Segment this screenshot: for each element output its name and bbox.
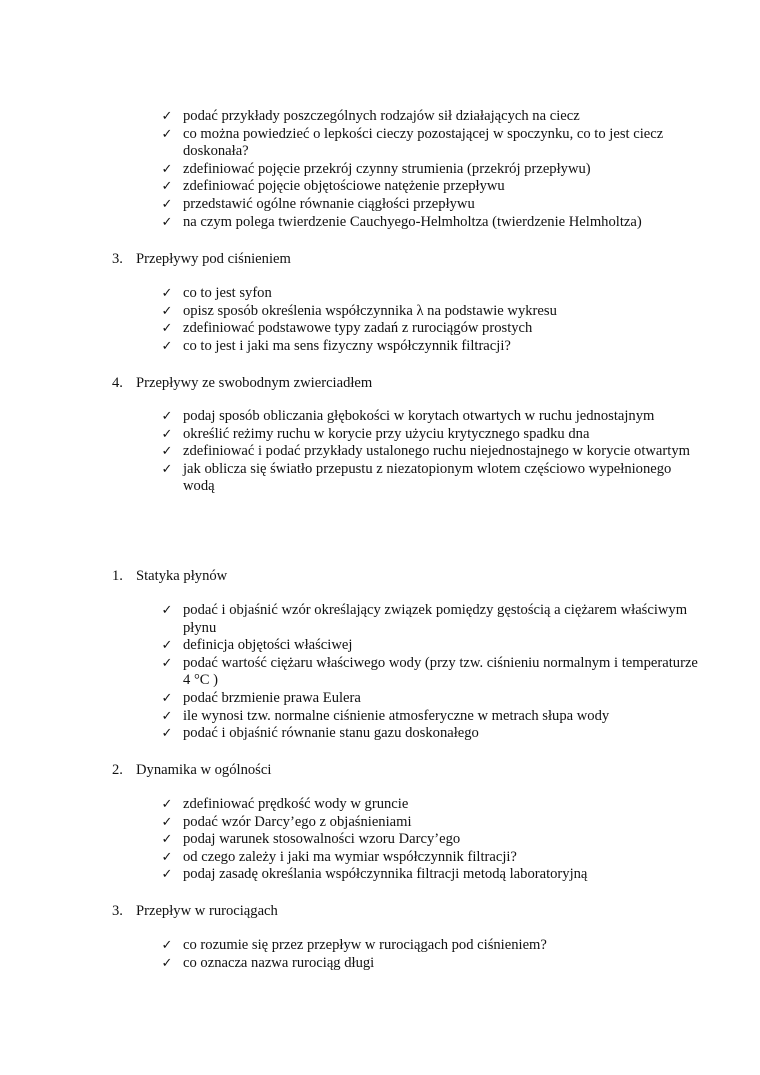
section-number: 4. bbox=[112, 375, 123, 391]
section-number: 2. bbox=[112, 762, 123, 778]
checklist-item-text: przedstawić ogólne równanie ciągłości przepływu bbox=[183, 195, 475, 212]
checklist-item bbox=[0, 796, 760, 814]
check-icon: ✓ bbox=[161, 955, 173, 971]
checklist-item-text: podać i objaśnić wzór określający związek pomiędzy gęstością a ciężarem właściwym płynu bbox=[183, 602, 688, 636]
checklist-2 bbox=[0, 796, 760, 884]
checklist-item bbox=[0, 725, 760, 743]
section-title: Dynamika w ogólności bbox=[136, 762, 272, 778]
check-icon: ✓ bbox=[161, 690, 173, 706]
checklist-item-text: ile wynosi tzw. normalne ciśnienie atmosferyczne w metrach słupa wody bbox=[183, 707, 610, 724]
block-1 bbox=[0, 602, 760, 743]
checklist-item bbox=[0, 637, 760, 655]
check-icon: ✓ bbox=[161, 179, 173, 195]
check-icon: ✓ bbox=[161, 797, 173, 812]
checklist-1 bbox=[0, 602, 760, 743]
section-title: Przepływ w rurociągach bbox=[136, 903, 278, 919]
checklist-item-text: definicja objętości właściwej bbox=[183, 637, 353, 654]
checklist-a bbox=[0, 108, 760, 231]
checklist-item-text: opisz sposób określenia współczynnika λ na podstawie wykresu bbox=[183, 302, 557, 319]
checklist-item bbox=[0, 814, 760, 832]
check-icon: ✓ bbox=[161, 708, 173, 724]
checklist-item bbox=[0, 178, 760, 196]
section-number: 3. bbox=[112, 251, 123, 267]
checklist-item bbox=[0, 338, 760, 356]
checklist-item bbox=[0, 426, 760, 444]
checklist-item bbox=[0, 690, 760, 708]
check-icon: ✓ bbox=[161, 814, 173, 830]
checklist-item-text: zdefiniować prędkość wody w gruncie bbox=[183, 796, 409, 812]
checklist-item-text: co oznacza nazwa rurociąg długi bbox=[183, 954, 375, 971]
checklist-item-text: zdefiniować pojęcie objętościowe natężenie przepływu bbox=[183, 178, 505, 195]
check-icon: ✓ bbox=[161, 126, 173, 142]
check-icon: ✓ bbox=[161, 338, 173, 354]
checklist-item bbox=[0, 708, 760, 726]
checklist-item bbox=[0, 303, 760, 321]
checklist-item-text: zdefiniować podstawowe typy zadań z rurociągów prostych bbox=[183, 320, 533, 337]
section-title: Przepływy ze swobodnym zwierciadłem bbox=[136, 375, 373, 391]
section-number: 1. bbox=[112, 568, 123, 584]
check-icon: ✓ bbox=[161, 849, 173, 865]
section-heading-3a bbox=[112, 250, 291, 268]
check-icon: ✓ bbox=[161, 303, 173, 319]
checklist-item-text: określić reżimy ruchu w korycie przy użyciu krytycznego spadku dna bbox=[183, 425, 590, 442]
checklist-item bbox=[0, 285, 760, 303]
checklist-item bbox=[0, 849, 760, 867]
checklist-item-text: co rozumie się przez przepływ w rurociągach pod ciśnieniem? bbox=[183, 937, 547, 953]
checklist-item-text: zdefiniować pojęcie przekrój czynny strumienia (przekrój przepływu) bbox=[183, 160, 591, 177]
check-icon: ✓ bbox=[161, 832, 173, 848]
checklist-item bbox=[0, 443, 760, 461]
check-icon: ✓ bbox=[161, 196, 173, 212]
section-heading-4 bbox=[112, 374, 372, 392]
check-icon: ✓ bbox=[161, 638, 173, 654]
checklist-item bbox=[0, 108, 760, 126]
checklist-item bbox=[0, 831, 760, 849]
section-number: 3. bbox=[112, 903, 123, 919]
block-4 bbox=[0, 408, 760, 496]
checklist-item-text: na czym polega twierdzenie Cauchyego-Helmholtza (twierdzenie Helmholtza) bbox=[183, 213, 642, 230]
checklist-item bbox=[0, 602, 760, 637]
check-icon: ✓ bbox=[161, 214, 173, 230]
block-3b bbox=[0, 937, 760, 972]
check-icon: ✓ bbox=[161, 161, 173, 177]
section-title: Przepływy pod ciśnieniem bbox=[136, 251, 291, 267]
checklist-item bbox=[0, 655, 760, 690]
section-title: Statyka płynów bbox=[136, 568, 228, 584]
checklist-item-text: co to jest i jaki ma sens fizyczny współczynnik filtracji? bbox=[183, 337, 511, 354]
block-a bbox=[0, 108, 760, 231]
checklist-item-text: podaj warunek stosowalności wzoru Darcy’ego bbox=[183, 831, 461, 848]
checklist-item bbox=[0, 955, 760, 973]
checklist-item-text: podaj sposób obliczania głębokości w korytach otwartych w ruchu jednostajnym bbox=[183, 408, 655, 424]
checklist-4 bbox=[0, 408, 760, 496]
checklist-item-text: podać przykłady poszczególnych rodzajów sił działających na ciecz bbox=[183, 108, 580, 124]
checklist-item-text: podać wzór Darcy’ego z objaśnieniami bbox=[183, 813, 412, 830]
check-icon: ✓ bbox=[161, 444, 173, 460]
checklist-item bbox=[0, 214, 760, 232]
checklist-item-text: podać i objaśnić równanie stanu gazu doskonałego bbox=[183, 725, 479, 742]
section-heading-2 bbox=[112, 761, 271, 779]
check-icon: ✓ bbox=[161, 461, 173, 477]
checklist-item bbox=[0, 161, 760, 179]
checklist-item bbox=[0, 408, 760, 426]
check-icon: ✓ bbox=[161, 655, 173, 671]
check-icon: ✓ bbox=[161, 603, 173, 618]
checklist-item bbox=[0, 126, 760, 161]
block-2 bbox=[0, 796, 760, 884]
checklist-3a bbox=[0, 285, 760, 355]
checklist-item-text: zdefiniować i podać przykłady ustalonego ruchu niejednostajnego w korycie otwartym bbox=[183, 443, 690, 460]
checklist-item-text: od czego zależy i jaki ma wymiar współczynnik filtracji? bbox=[183, 848, 517, 865]
checklist-item bbox=[0, 320, 760, 338]
block-3a bbox=[0, 285, 760, 355]
check-icon: ✓ bbox=[161, 426, 173, 442]
checklist-item-text: co to jest syfon bbox=[183, 285, 272, 301]
check-icon: ✓ bbox=[161, 409, 173, 424]
check-icon: ✓ bbox=[161, 286, 173, 301]
checklist-item-text: podać wartość ciężaru właściwego wody (przy tzw. ciśnieniu normalnym i temperaturze 4 °C ) bbox=[183, 654, 698, 689]
check-icon: ✓ bbox=[161, 938, 173, 953]
checklist-item bbox=[0, 461, 760, 496]
check-icon: ✓ bbox=[161, 109, 173, 124]
section-heading-1 bbox=[112, 567, 227, 585]
checklist-item-text: co można powiedzieć o lepkości cieczy pozostającej w spoczynku, co to jest ciecz doskonała? bbox=[183, 125, 664, 160]
check-icon: ✓ bbox=[161, 726, 173, 742]
checklist-item bbox=[0, 196, 760, 214]
checklist-item bbox=[0, 866, 760, 884]
checklist-item-text: jak oblicza się światło przepustu z niezatopionym wlotem częściowo wypełnionego wodą bbox=[183, 460, 672, 495]
checklist-item bbox=[0, 937, 760, 955]
checklist-3b bbox=[0, 937, 760, 972]
checklist-item-text: podać brzmienie prawa Eulera bbox=[183, 689, 361, 706]
section-heading-3b bbox=[112, 902, 278, 920]
check-icon: ✓ bbox=[161, 867, 173, 883]
check-icon: ✓ bbox=[161, 321, 173, 337]
checklist-item-text: podaj zasadę określania współczynnika filtracji metodą laboratoryjną bbox=[183, 866, 588, 883]
